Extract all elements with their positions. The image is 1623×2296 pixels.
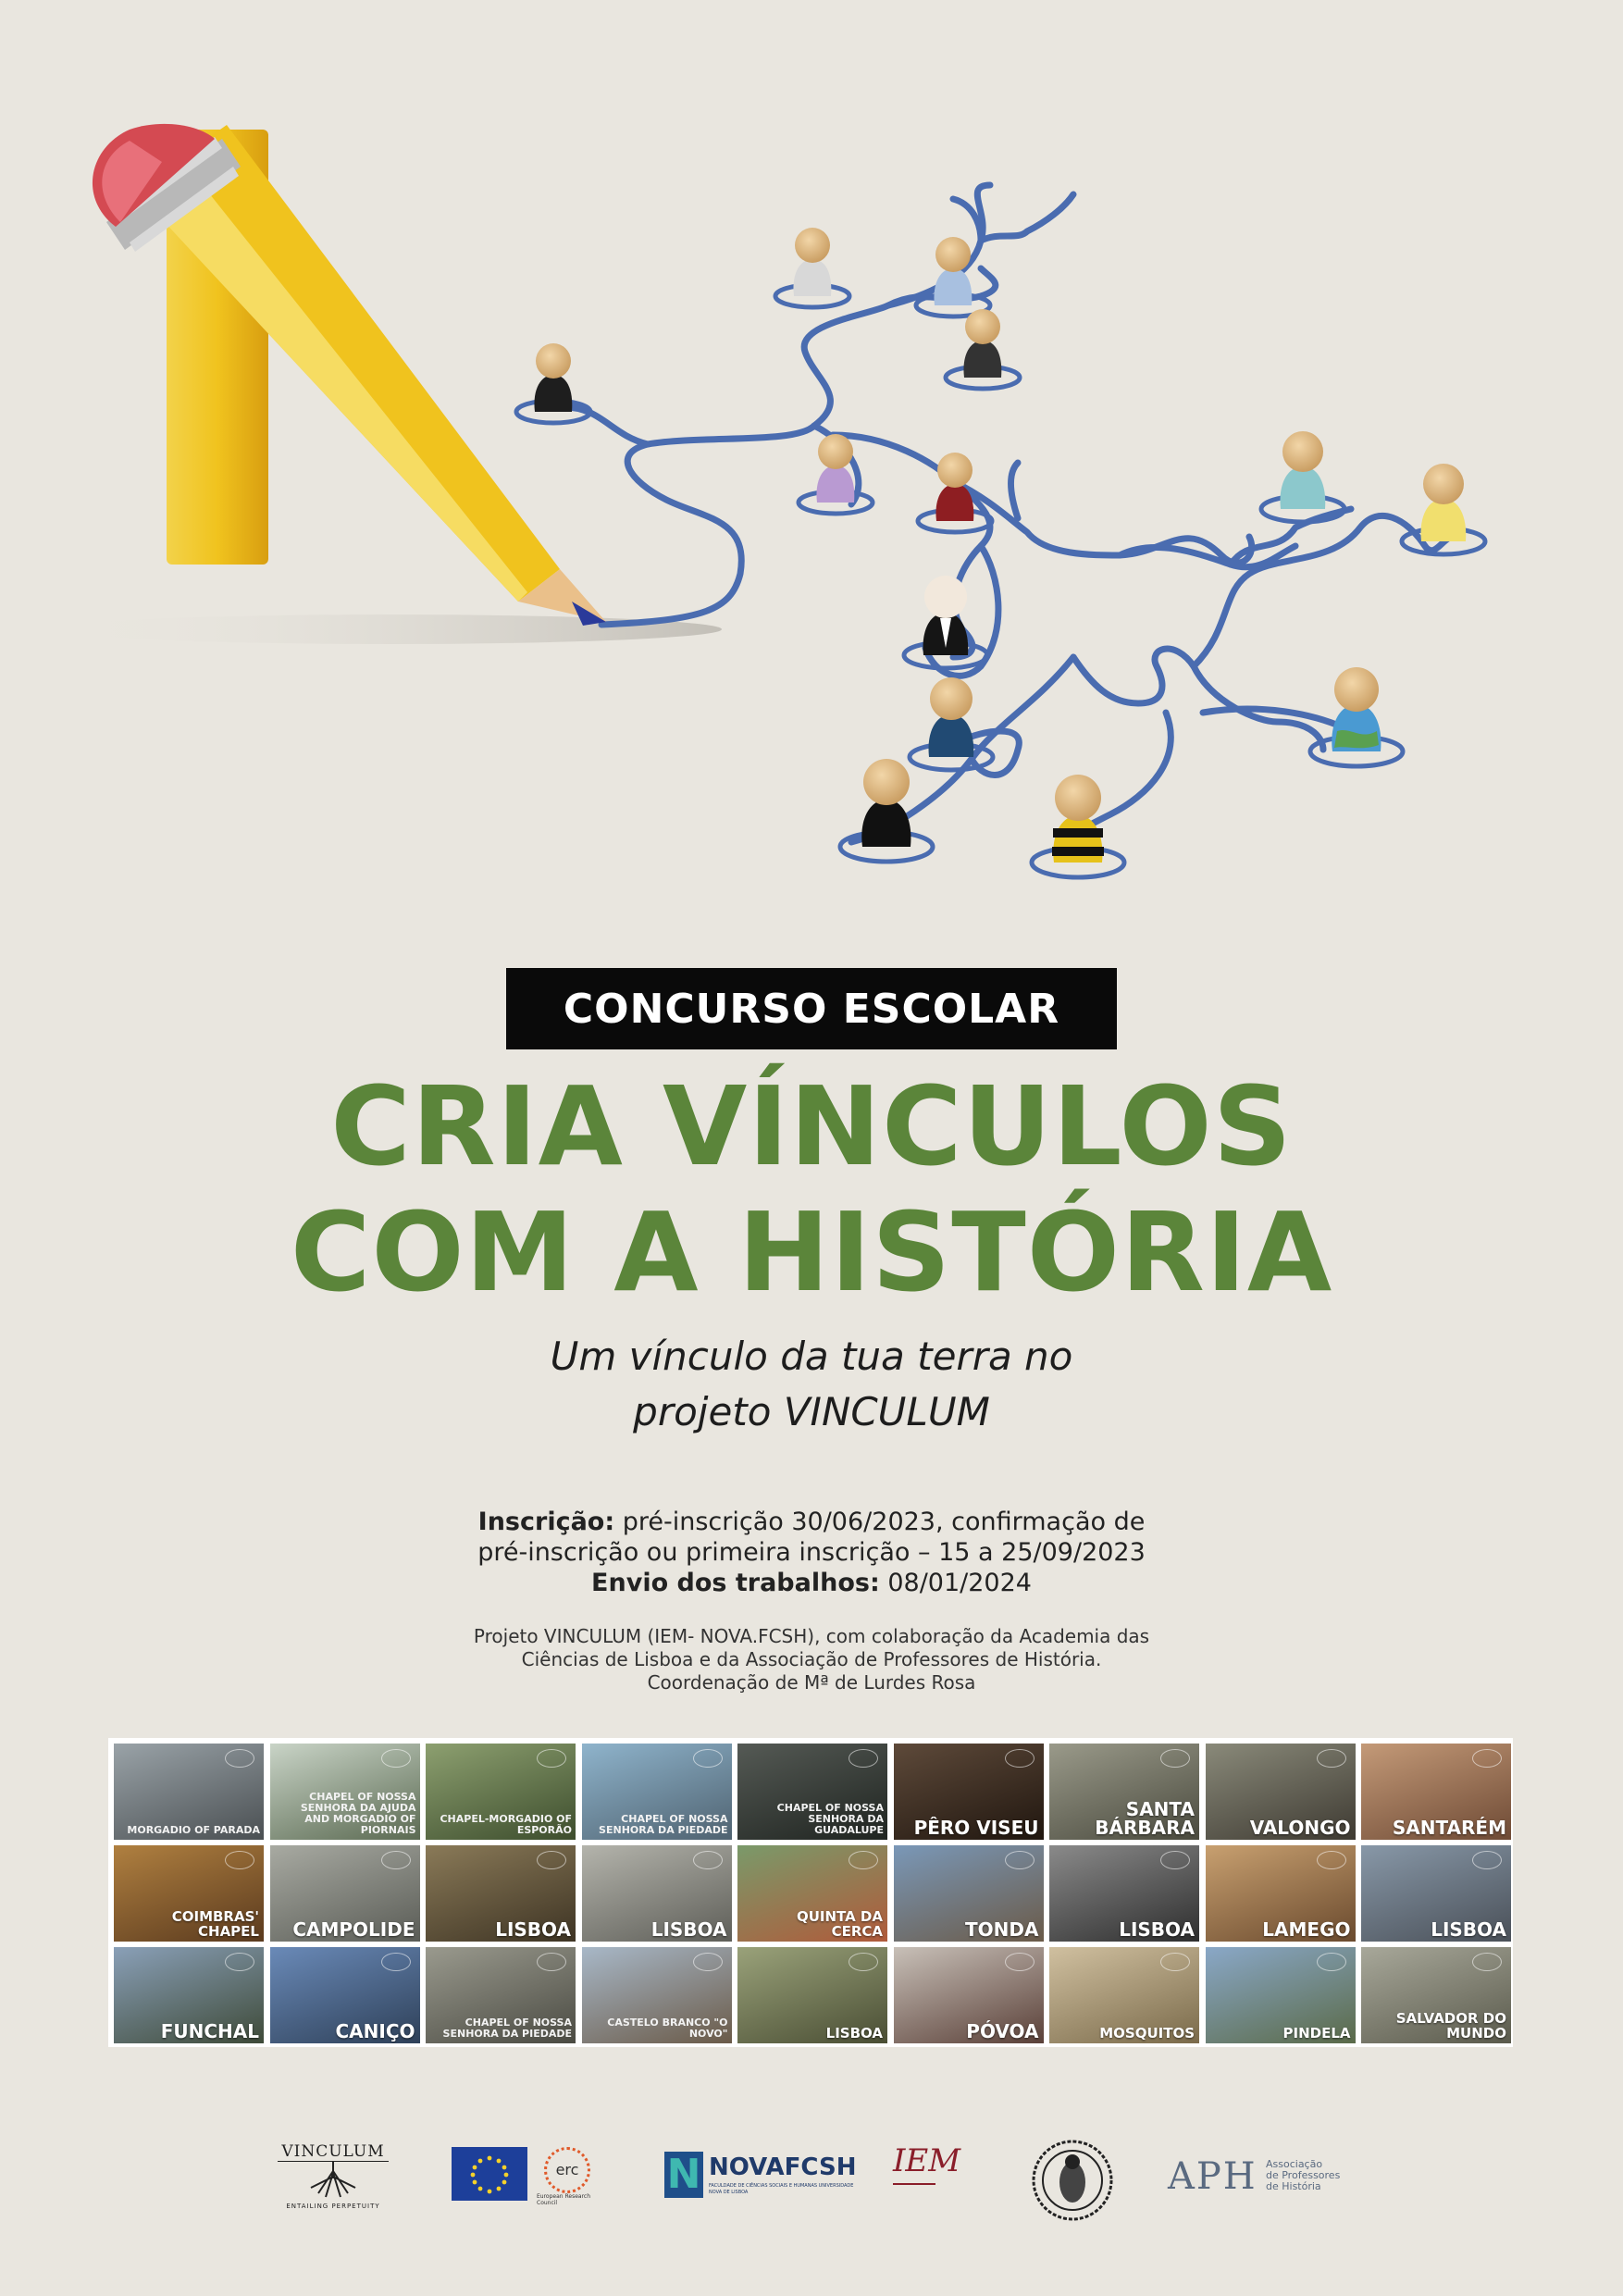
tile-location-name: CAMPOLIDE: [292, 1918, 415, 1941]
registration-line-2: pré-inscrição ou primeira inscrição – 15 a 25/09/2023: [477, 1538, 1146, 1567]
vinculum-seal-icon: [849, 1953, 878, 1971]
tile-location-name: PÓVOA: [966, 2020, 1039, 2042]
vinculum-seal-icon: [1005, 1851, 1035, 1869]
aph-caption: [1266, 2159, 1340, 2192]
gallery-tile: [894, 1744, 1044, 1840]
tile-location-name: CANIÇO: [335, 2020, 415, 2042]
gallery-tile: [737, 1947, 887, 2043]
subtitle-line-2: projeto VINCULUM: [633, 1389, 990, 1434]
nova-n-icon: N: [664, 2152, 703, 2198]
pawn-tuxedo: [923, 576, 969, 655]
gallery-tile: [1049, 1744, 1199, 1840]
tile-location-name: SANTA BÁRBARA: [1095, 1798, 1195, 1839]
gallery-tile: [270, 1845, 420, 1942]
tile-location-name: SANTARÉM: [1392, 1817, 1506, 1839]
pawn-darkgrey: [963, 309, 1001, 378]
tile-location-name: LISBOA: [1119, 1918, 1195, 1941]
tree-roots-icon: [305, 2162, 361, 2199]
nova-caption: FACULDADE DE CIÊNCIAS SOCIAIS E HUMANAS UNIVERSIDADE NOVA DE LISBOA: [709, 2183, 854, 2195]
gallery-tile: [1206, 1845, 1356, 1942]
academy-seal-icon: [1030, 2138, 1115, 2223]
vinculum-seal-icon: [381, 1851, 411, 1869]
pawn-navy: [929, 677, 974, 757]
vinculum-seal-icon: [849, 1851, 878, 1869]
gallery-tile: [894, 1845, 1044, 1942]
iem-logo: [893, 2142, 961, 2226]
tile-caption: CHAPEL OF NOSSA SENHORA DA PIEDADE: [442, 2017, 572, 2040]
pawn-yellow: [1421, 464, 1467, 541]
tile-location-name: PINDELA: [1282, 2025, 1351, 2042]
tile-location-name: LISBOA: [1431, 1918, 1506, 1941]
nova-fcsh-logo: [664, 2151, 857, 2207]
vinculum-seal-icon: [537, 1749, 566, 1768]
gallery-tile: [114, 1744, 264, 1840]
tile-location-name: LAMEGO: [1262, 1918, 1351, 1941]
gallery-tile: [270, 1947, 420, 2043]
gallery-tile: [894, 1947, 1044, 2043]
vinculum-seal-icon: [693, 1953, 723, 1971]
gallery-tile: [737, 1744, 887, 1840]
vinculum-seal-icon: [1005, 1953, 1035, 1971]
submission-date: 08/01/2024: [879, 1569, 1032, 1597]
nova-wordmark: NOVAFCSH: [709, 2153, 857, 2181]
tile-caption: MORGADIO OF PARADA: [127, 1824, 260, 1836]
contest-badge: CONCURSO ESCOLAR: [506, 968, 1117, 1049]
gallery-tile: [426, 1947, 576, 2043]
vinculum-seal-icon: [1317, 1749, 1346, 1768]
gallery-tile: [1049, 1845, 1199, 1942]
pawn-black-bottom: [861, 759, 911, 847]
registration-text-1: pré-inscrição 30/06/2023, confirmação de: [614, 1508, 1146, 1536]
gallery-tile: [737, 1845, 887, 1942]
gallery-tile: [1361, 1744, 1511, 1840]
headline-line-2: COM A HISTÓRIA: [290, 1188, 1333, 1316]
tile-location-name: COIMBRAS' CHAPEL: [171, 1908, 259, 1940]
vinculum-wordmark: VINCULUM: [278, 2142, 389, 2162]
erc-caption: European Research Council: [537, 2193, 591, 2206]
vinculum-seal-icon: [381, 1749, 411, 1768]
tile-caption: CASTELO BRANCO "O NOVO": [607, 2017, 728, 2040]
vinculum-seal-icon: [537, 1851, 566, 1869]
vinculum-seal-icon: [1472, 1851, 1502, 1869]
credit-line-1: Projeto VINCULUM (IEM- NOVA.FCSH), com colaboração da Academia das: [473, 1625, 1150, 1647]
vinculum-seal-icon: [1160, 1851, 1190, 1869]
gallery-tile: [1206, 1744, 1356, 1840]
tile-caption: CHAPEL OF NOSSA SENHORA DA GUADALUPE: [776, 1802, 884, 1836]
vinculum-seal-icon: [225, 1749, 254, 1768]
vinculum-seal-icon: [1472, 1749, 1502, 1768]
aph-logo: [1168, 2155, 1353, 2211]
headline-line-1: CRIA VÍNCULOS: [330, 1062, 1293, 1190]
submission-label: Envio dos trabalhos:: [591, 1569, 880, 1597]
pencil-tree-illustration: [0, 0, 1623, 925]
tile-location-name: LISBOA: [650, 1918, 727, 1941]
tile-location-name: PÊRO VISEU: [913, 1817, 1039, 1839]
pawns: [534, 228, 1466, 863]
gallery-tile: [1206, 1947, 1356, 2043]
partner-logos: [0, 2124, 1623, 2235]
gallery-tile: [114, 1947, 264, 2043]
vinculum-seal-icon: [537, 1953, 566, 1971]
gallery-tile: [582, 1947, 732, 2043]
tile-caption: CHAPEL-MORGADIO OF ESPORÃO: [440, 1813, 572, 1836]
tile-location-name: LISBOA: [495, 1918, 571, 1941]
gallery-tile: [582, 1845, 732, 1942]
registration-label: Inscrição:: [477, 1508, 615, 1536]
pawn-black-left: [534, 343, 572, 412]
eu-flag-icon: [452, 2147, 527, 2201]
gallery-tile: [582, 1744, 732, 1840]
vinculum-seal-icon: [1317, 1953, 1346, 1971]
erc-text: erc: [555, 2161, 579, 2178]
tile-location-name: QUINTA DA CERCA: [796, 1908, 883, 1940]
vinculum-logo: [278, 2142, 389, 2226]
iem-underline: [893, 2183, 935, 2185]
tile-location-name: VALONGO: [1249, 1817, 1351, 1839]
iem-wordmark: IEM: [893, 2142, 961, 2179]
vinculum-seal-icon: [381, 1953, 411, 1971]
tile-location-name: LISBOA: [825, 2025, 883, 2042]
pawn-globe: [1332, 667, 1381, 751]
aph-caption-2: de Professores: [1266, 2169, 1341, 2181]
erc-mark: [544, 2147, 590, 2193]
location-gallery: [108, 1738, 1513, 2047]
gallery-tile: [1049, 1947, 1199, 2043]
tile-location-name: MOSQUITOS: [1099, 2025, 1195, 2042]
tile-location-name: TONDA: [965, 1918, 1039, 1941]
registration-line-1: [0, 1507, 1623, 1538]
submission-line: [0, 1568, 1623, 1599]
vinculum-seal-icon: [1160, 1953, 1190, 1971]
vinculum-seal-icon: [1472, 1953, 1502, 1971]
gallery-tile: [270, 1744, 420, 1840]
gallery-tile: [426, 1845, 576, 1942]
tile-caption: CHAPEL OF NOSSA SENHORA DA AJUDA AND MORGADIO OF PIORNAIS: [300, 1791, 416, 1836]
gallery-tile: [114, 1845, 264, 1942]
vinculum-seal-icon: [1160, 1749, 1190, 1768]
pawn-white-top: [793, 228, 831, 296]
subtitle-line-1: Um vínculo da tua terra no: [550, 1334, 1073, 1379]
vinculum-seal-icon: [1005, 1749, 1035, 1768]
vinculum-seal-icon: [225, 1851, 254, 1869]
vinculum-seal-icon: [849, 1749, 878, 1768]
aph-wordmark: APH: [1168, 2155, 1258, 2198]
pawn-lilac: [816, 434, 854, 503]
tile-location-name: FUNCHAL: [160, 2020, 259, 2042]
vinculum-tagline: ENTAILING PERPETUITY: [286, 2203, 380, 2210]
vinculum-seal-icon: [1317, 1851, 1346, 1869]
credit-line-3: Coordenação de Mª de Lurdes Rosa: [647, 1671, 976, 1694]
gallery-tile: [426, 1744, 576, 1840]
vinculum-seal-icon: [693, 1749, 723, 1768]
aph-caption-1: Associação: [1266, 2158, 1323, 2170]
pawn-teal: [1281, 431, 1326, 509]
academia-seal-logo: [1030, 2138, 1115, 2223]
gallery-tile: [1361, 1947, 1511, 2043]
eu-erc-logo: [452, 2147, 600, 2212]
vinculum-seal-icon: [693, 1851, 723, 1869]
vinculum-seal-icon: [225, 1953, 254, 1971]
tile-location-name: SALVADOR DO MUNDO: [1395, 2010, 1506, 2042]
pencil-shadow: [56, 614, 722, 644]
tile-caption: CHAPEL OF NOSSA SENHORA DA PIEDADE: [599, 1813, 728, 1836]
gallery-tile: [1361, 1845, 1511, 1942]
aph-caption-3: de História: [1266, 2180, 1321, 2192]
credit-line-2: Ciências de Lisboa e da Associação de Professores de História.: [521, 1648, 1102, 1670]
